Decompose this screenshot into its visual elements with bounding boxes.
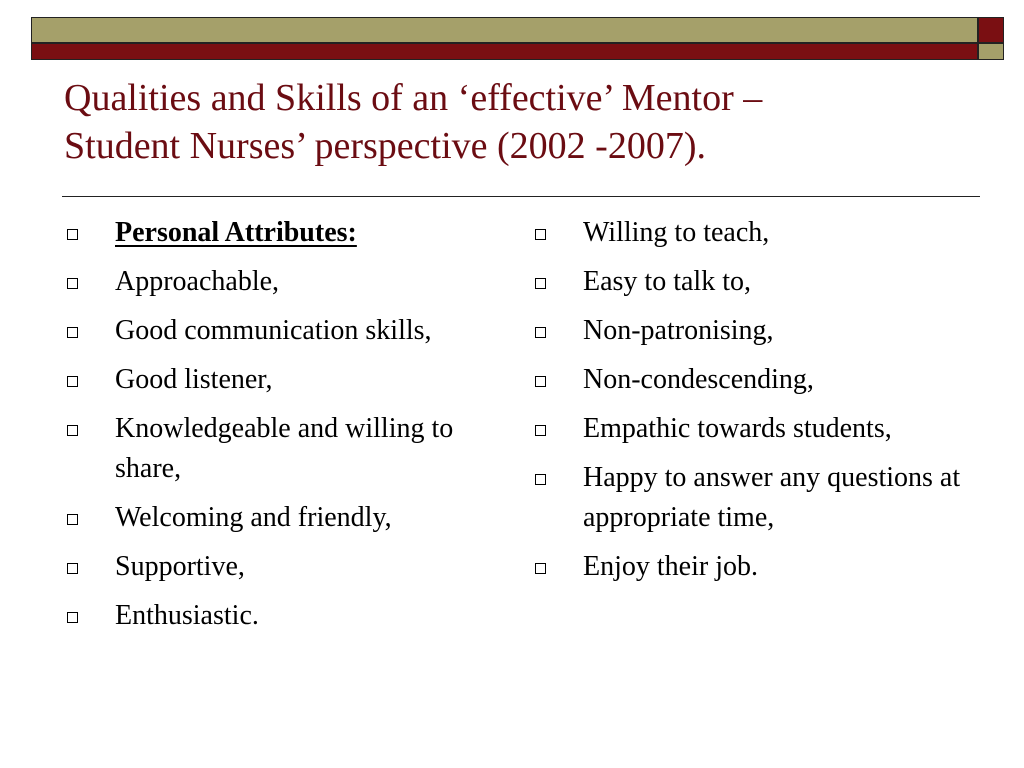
header-square-olive: [978, 43, 1004, 60]
hollow-square-icon: [535, 563, 546, 574]
list-item-text: Non-condescending,: [583, 364, 814, 395]
list-item-text: Willing to teach,: [583, 217, 770, 248]
hollow-square-icon: [67, 425, 78, 436]
hollow-square-icon: [67, 612, 78, 623]
header-square-red: [978, 17, 1004, 43]
slide-title: [64, 74, 964, 170]
hollow-square-icon: [535, 327, 546, 338]
list-item-text: Welcoming and friendly,: [115, 502, 392, 533]
list-item: [532, 213, 972, 253]
list-item: [532, 262, 972, 302]
hollow-square-icon: [67, 563, 78, 574]
hollow-square-icon: [67, 376, 78, 387]
list-item: [532, 409, 972, 449]
hollow-square-icon: [535, 474, 546, 485]
list-item: [64, 498, 494, 538]
list-item: [64, 311, 494, 351]
header-bar-olive: [31, 17, 978, 43]
list-item-personal-attributes: [64, 213, 494, 253]
left-bullet-list: [64, 213, 494, 645]
list-item-text: Good listener,: [115, 364, 273, 395]
list-item-text: Supportive,: [115, 551, 245, 582]
hollow-square-icon: [535, 278, 546, 289]
list-item-text: Good communication skills,: [115, 315, 432, 346]
list-item-text: Enthusiastic.: [115, 600, 259, 631]
list-item: [532, 360, 972, 400]
hollow-square-icon: [67, 229, 78, 240]
list-item: [64, 409, 494, 489]
list-item-text: Enjoy their job.: [583, 551, 758, 582]
right-bullet-list: [532, 213, 972, 596]
list-item: [64, 596, 494, 636]
hollow-square-icon: [67, 514, 78, 525]
hollow-square-icon: [535, 376, 546, 387]
list-item-text: Personal Attributes:: [115, 217, 357, 248]
list-item: [532, 547, 972, 587]
list-item-text: Easy to talk to,: [583, 266, 751, 297]
list-item-text: Happy to answer any questions at appropriate time,: [583, 462, 961, 533]
list-item: [532, 458, 972, 538]
hollow-square-icon: [67, 327, 78, 338]
list-item-text: Approachable,: [115, 266, 280, 297]
hollow-square-icon: [535, 229, 546, 240]
slide-title-line-2: Student Nurses’ perspective (2002 -2007).: [64, 125, 706, 167]
list-item-text: Empathic towards students,: [583, 413, 892, 444]
list-item-text: Non-patronising,: [583, 315, 774, 346]
hollow-square-icon: [67, 278, 78, 289]
list-item: [64, 547, 494, 587]
list-item: [64, 360, 494, 400]
header-bar-red: [31, 43, 978, 60]
hollow-square-icon: [535, 425, 546, 436]
list-item: [64, 262, 494, 302]
title-divider: [62, 196, 980, 197]
list-item-text: Knowledgeable and willing to share,: [115, 413, 454, 484]
slide-title-line-1: Qualities and Skills of an ‘effective’ Mentor –: [64, 77, 763, 119]
list-item: [532, 311, 972, 351]
